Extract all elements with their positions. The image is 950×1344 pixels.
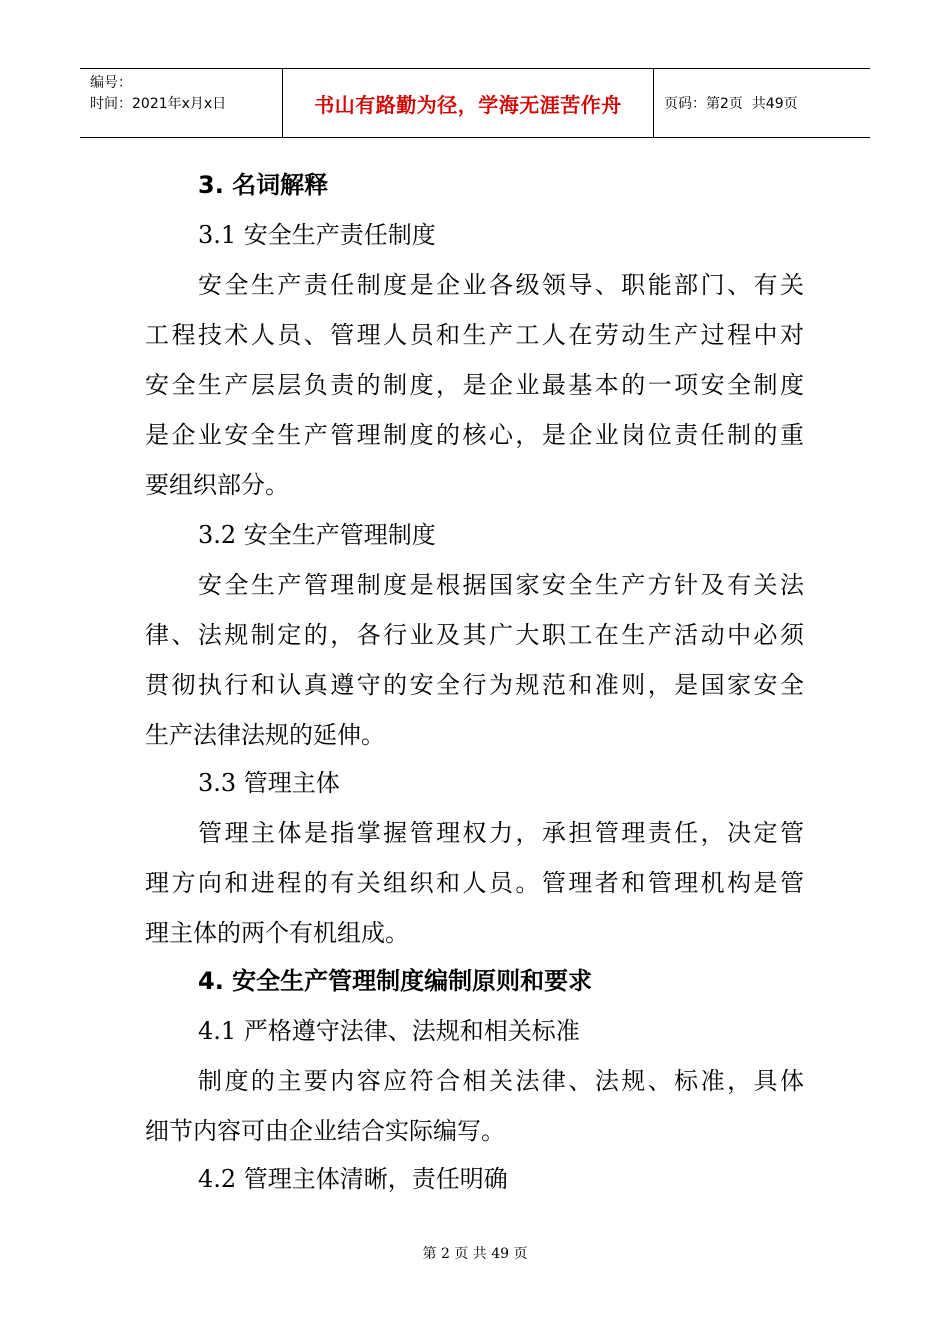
subsection-heading: 3.3 管理主体 — [198, 769, 340, 797]
paragraph-line: 安全生产层层负责的制度，是企业最基本的一项安全制度 — [145, 371, 804, 399]
header-motto: 书山有路勤为径，学海无涯苦作舟 — [282, 69, 654, 137]
paragraph-line: 贯彻执行和认真遵守的安全行为规范和准则，是国家安全 — [145, 671, 804, 699]
document-header — [80, 68, 870, 138]
time-label: 时间：2021年x月x日 — [90, 96, 227, 112]
paragraph-line: 要组织部分。 — [145, 471, 289, 499]
header-meta — [80, 69, 282, 137]
paragraph-line: 管理主体是指掌握管理权力，承担管理责任，决定管 — [198, 819, 804, 847]
paragraph-line: 律、法规制定的，各行业及其广大职工在生产活动中必须 — [145, 621, 804, 649]
paragraph-line: 制度的主要内容应符合相关法律、法规、标准，具体 — [198, 1067, 804, 1095]
subsection-heading: 3.2 安全生产管理制度 — [198, 521, 436, 549]
section-heading: 3. 名词解释 — [198, 171, 329, 199]
page-footer: 第 2 页 共 49 页 — [422, 1246, 528, 1262]
subsection-heading: 4.2 管理主体清晰，责任明确 — [198, 1165, 508, 1193]
subsection-heading: 3.1 安全生产责任制度 — [198, 221, 436, 249]
paragraph-line: 安全生产责任制度是企业各级领导、职能部门、有关 — [198, 271, 804, 299]
paragraph-line: 生产法律法规的延伸。 — [145, 721, 385, 749]
paragraph-line: 安全生产管理制度是根据国家安全生产方针及有关法 — [198, 571, 804, 599]
header-page-info — [654, 69, 870, 137]
paragraph-line: 理主体的两个有机组成。 — [145, 919, 409, 947]
paragraph-line: 是企业安全生产管理制度的核心，是企业岗位责任制的重 — [145, 421, 804, 449]
number-label: 编号： — [90, 75, 132, 91]
paragraph-line: 理方向和进程的有关组织和人员。管理者和管理机构是管 — [145, 869, 804, 897]
section-heading: 4. 安全生产管理制度编制原则和要求 — [198, 967, 593, 995]
paragraph-line: 细节内容可由企业结合实际编写。 — [145, 1117, 505, 1145]
paragraph-line: 工程技术人员、管理人员和生产工人在劳动生产过程中对 — [145, 321, 804, 349]
subsection-heading: 4.1 严格遵守法律、法规和相关标准 — [198, 1017, 580, 1045]
page-info-text: 页码：第2页 共49页 — [664, 96, 798, 112]
